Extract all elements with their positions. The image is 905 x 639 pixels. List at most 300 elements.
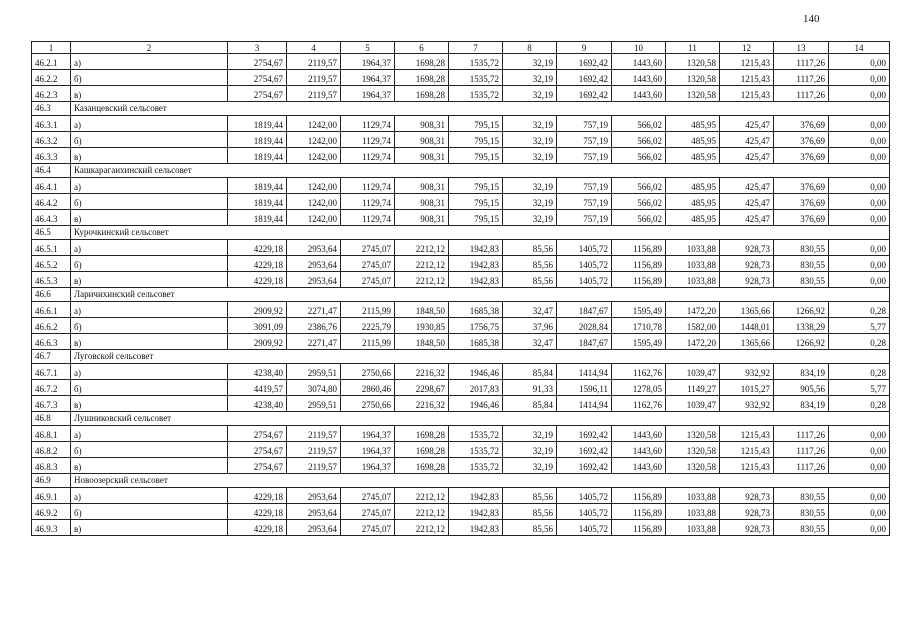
value-cell: 376,69 [774,194,829,210]
value-cell: 376,69 [774,116,829,132]
value-cell: 485,95 [666,132,720,148]
value-cell: 2953,64 [287,240,341,256]
section-row [32,102,890,116]
value-cell: 1596,11 [557,380,612,396]
value-cell: 1414,94 [557,364,612,380]
value-cell: 1320,58 [666,458,720,474]
value-cell: 2119,57 [287,442,341,458]
value-cell: 830,55 [774,504,829,520]
value-cell: 0,00 [829,520,890,536]
row-variant: а) [71,488,228,504]
value-cell: 1156,89 [612,520,666,536]
value-cell: 3074,80 [287,380,341,396]
value-cell: 2225,79 [341,318,395,334]
row-variant: б) [71,132,228,148]
column-header: 3 [228,42,287,54]
value-cell: 1129,74 [341,132,395,148]
value-cell: 1242,00 [287,148,341,164]
value-cell: 1698,28 [395,458,449,474]
section-code: 46.6 [32,288,71,302]
value-cell: 928,73 [720,504,774,520]
value-cell: 1964,37 [341,54,395,70]
value-cell: 2745,07 [341,488,395,504]
value-cell: 0,00 [829,488,890,504]
value-cell: 757,19 [557,148,612,164]
table-row [32,210,890,226]
value-cell: 1129,74 [341,178,395,194]
value-cell: 0,00 [829,148,890,164]
value-cell: 91,33 [503,380,557,396]
value-cell: 4238,40 [228,396,287,412]
row-variant: а) [71,178,228,194]
row-code: 46.9.2 [32,504,71,520]
value-cell: 1819,44 [228,132,287,148]
value-cell: 795,15 [449,210,503,226]
value-cell: 1443,60 [612,442,666,458]
value-cell: 4229,18 [228,240,287,256]
value-cell: 1215,43 [720,426,774,442]
value-cell: 1946,46 [449,396,503,412]
row-variant: в) [71,86,228,102]
value-cell: 2212,12 [395,504,449,520]
row-variant: в) [71,520,228,536]
row-code: 46.2.3 [32,86,71,102]
value-cell: 1033,88 [666,272,720,288]
column-header: 5 [341,42,395,54]
row-code: 46.8.1 [32,426,71,442]
row-code: 46.3.3 [32,148,71,164]
table-row [32,458,890,474]
value-cell: 2953,64 [287,504,341,520]
row-code: 46.7.2 [32,380,71,396]
value-cell: 0,28 [829,396,890,412]
value-cell: 2745,07 [341,240,395,256]
value-cell: 928,73 [720,256,774,272]
value-cell: 85,56 [503,256,557,272]
row-variant: в) [71,458,228,474]
row-code: 46.9.3 [32,520,71,536]
value-cell: 2212,12 [395,488,449,504]
section-row [32,412,890,426]
table-row [32,240,890,256]
value-cell: 0,00 [829,504,890,520]
table-row [32,178,890,194]
column-header: 9 [557,42,612,54]
value-cell: 830,55 [774,520,829,536]
value-cell: 1698,28 [395,426,449,442]
section-code: 46.7 [32,350,71,364]
value-cell: 1582,00 [666,318,720,334]
value-cell: 1698,28 [395,54,449,70]
value-cell: 1692,42 [557,86,612,102]
value-cell: 1692,42 [557,458,612,474]
value-cell: 0,00 [829,272,890,288]
value-cell: 4229,18 [228,272,287,288]
value-cell: 1129,74 [341,194,395,210]
section-row [32,474,890,488]
value-cell: 32,19 [503,148,557,164]
value-cell: 425,47 [720,178,774,194]
value-cell: 1692,42 [557,70,612,86]
value-cell: 795,15 [449,116,503,132]
value-cell: 2745,07 [341,256,395,272]
value-cell: 1535,72 [449,442,503,458]
value-cell: 32,19 [503,194,557,210]
section-code: 46.3 [32,102,71,116]
value-cell: 2028,84 [557,318,612,334]
value-cell: 1964,37 [341,458,395,474]
value-cell: 1448,01 [720,318,774,334]
value-cell: 1685,38 [449,302,503,318]
value-cell: 2745,07 [341,272,395,288]
value-cell: 2953,64 [287,488,341,504]
column-header: 1 [32,42,71,54]
value-cell: 1692,42 [557,54,612,70]
row-variant: б) [71,504,228,520]
tariff-table [31,41,890,536]
value-cell: 1266,92 [774,334,829,350]
value-cell: 2959,51 [287,396,341,412]
value-cell: 1156,89 [612,240,666,256]
value-cell: 2754,67 [228,70,287,86]
table-row [32,70,890,86]
table-row [32,426,890,442]
value-cell: 932,92 [720,364,774,380]
value-cell: 1129,74 [341,148,395,164]
column-header: 10 [612,42,666,54]
value-cell: 1942,83 [449,256,503,272]
value-cell: 1443,60 [612,426,666,442]
value-cell: 1819,44 [228,210,287,226]
section-row [32,288,890,302]
value-cell: 1117,26 [774,426,829,442]
section-code: 46.9 [32,474,71,488]
value-cell: 795,15 [449,178,503,194]
section-row [32,350,890,364]
value-cell: 1535,72 [449,54,503,70]
value-cell: 1964,37 [341,70,395,86]
value-cell: 85,56 [503,240,557,256]
value-cell: 1320,58 [666,86,720,102]
value-cell: 566,02 [612,148,666,164]
value-cell: 1015,27 [720,380,774,396]
row-code: 46.2.2 [32,70,71,86]
value-cell: 1156,89 [612,256,666,272]
value-cell: 566,02 [612,116,666,132]
value-cell: 485,95 [666,194,720,210]
value-cell: 2745,07 [341,520,395,536]
value-cell: 1242,00 [287,132,341,148]
value-cell: 1710,78 [612,318,666,334]
value-cell: 2909,92 [228,302,287,318]
value-cell: 1405,72 [557,272,612,288]
value-cell: 85,56 [503,488,557,504]
row-code: 46.5.1 [32,240,71,256]
value-cell: 1942,83 [449,504,503,520]
value-cell: 2216,32 [395,396,449,412]
value-cell: 1819,44 [228,148,287,164]
value-cell: 2953,64 [287,256,341,272]
row-variant: в) [71,210,228,226]
value-cell: 1365,66 [720,334,774,350]
row-code: 46.2.1 [32,54,71,70]
value-cell: 1942,83 [449,520,503,536]
table-row [32,194,890,210]
row-variant: в) [71,148,228,164]
value-cell: 425,47 [720,194,774,210]
value-cell: 2115,99 [341,334,395,350]
table-row [32,132,890,148]
value-cell: 2212,12 [395,272,449,288]
value-cell: 32,19 [503,86,557,102]
value-cell: 2212,12 [395,256,449,272]
value-cell: 2750,66 [341,364,395,380]
value-cell: 0,00 [829,194,890,210]
value-cell: 0,00 [829,442,890,458]
value-cell: 2754,67 [228,458,287,474]
value-cell: 830,55 [774,240,829,256]
row-variant: б) [71,380,228,396]
value-cell: 1535,72 [449,458,503,474]
value-cell: 1242,00 [287,116,341,132]
value-cell: 4229,18 [228,256,287,272]
table-row [32,148,890,164]
value-cell: 1405,72 [557,240,612,256]
row-variant: а) [71,426,228,442]
value-cell: 1117,26 [774,442,829,458]
row-code: 46.9.1 [32,488,71,504]
value-cell: 1033,88 [666,504,720,520]
value-cell: 1443,60 [612,86,666,102]
value-cell: 32,19 [503,132,557,148]
table-row [32,520,890,536]
value-cell: 928,73 [720,272,774,288]
row-code: 46.5.3 [32,272,71,288]
value-cell: 1117,26 [774,86,829,102]
table-row [32,396,890,412]
value-cell: 5,77 [829,380,890,396]
section-code: 46.4 [32,164,71,178]
value-cell: 1215,43 [720,70,774,86]
value-cell: 1930,85 [395,318,449,334]
value-cell: 1162,76 [612,364,666,380]
value-cell: 2212,12 [395,240,449,256]
value-cell: 1847,67 [557,334,612,350]
row-code: 46.6.3 [32,334,71,350]
value-cell: 2754,67 [228,54,287,70]
value-cell: 0,00 [829,426,890,442]
table-row [32,302,890,318]
row-code: 46.8.2 [32,442,71,458]
value-cell: 1535,72 [449,70,503,86]
row-variant: в) [71,396,228,412]
value-cell: 1320,58 [666,442,720,458]
value-cell: 1156,89 [612,272,666,288]
value-cell: 795,15 [449,132,503,148]
value-cell: 425,47 [720,148,774,164]
value-cell: 3091,09 [228,318,287,334]
value-cell: 1033,88 [666,488,720,504]
value-cell: 1756,75 [449,318,503,334]
section-title: Лушниковский сельсовет [71,412,890,426]
value-cell: 908,31 [395,210,449,226]
row-variant: в) [71,334,228,350]
value-cell: 4238,40 [228,364,287,380]
value-cell: 1242,00 [287,194,341,210]
value-cell: 1039,47 [666,364,720,380]
value-cell: 1242,00 [287,210,341,226]
value-cell: 2212,12 [395,520,449,536]
section-code: 46.8 [32,412,71,426]
value-cell: 834,19 [774,396,829,412]
value-cell: 0,00 [829,458,890,474]
table-row [32,334,890,350]
value-cell: 1320,58 [666,54,720,70]
value-cell: 1595,49 [612,302,666,318]
value-cell: 85,56 [503,272,557,288]
value-cell: 1365,66 [720,302,774,318]
row-code: 46.4.3 [32,210,71,226]
value-cell: 1156,89 [612,504,666,520]
table-row [32,442,890,458]
value-cell: 1215,43 [720,458,774,474]
value-cell: 2216,32 [395,364,449,380]
value-cell: 1964,37 [341,442,395,458]
value-cell: 376,69 [774,210,829,226]
value-cell: 32,19 [503,426,557,442]
value-cell: 32,47 [503,334,557,350]
value-cell: 908,31 [395,178,449,194]
row-variant: а) [71,240,228,256]
value-cell: 795,15 [449,194,503,210]
value-cell: 566,02 [612,132,666,148]
column-header: 11 [666,42,720,54]
section-title: Курочкинский сельсовет [71,226,890,240]
value-cell: 1129,74 [341,210,395,226]
value-cell: 485,95 [666,148,720,164]
value-cell: 1942,83 [449,240,503,256]
value-cell: 0,00 [829,54,890,70]
table-body [32,42,890,536]
value-cell: 1692,42 [557,442,612,458]
value-cell: 1595,49 [612,334,666,350]
value-cell: 795,15 [449,148,503,164]
value-cell: 566,02 [612,210,666,226]
value-cell: 425,47 [720,116,774,132]
row-variant: а) [71,364,228,380]
value-cell: 32,19 [503,178,557,194]
value-cell: 37,96 [503,318,557,334]
value-cell: 1338,29 [774,318,829,334]
table-row [32,488,890,504]
section-title: Казанцевский сельсовет [71,102,890,116]
value-cell: 1847,67 [557,302,612,318]
value-cell: 928,73 [720,488,774,504]
value-cell: 0,00 [829,70,890,86]
value-cell: 5,77 [829,318,890,334]
column-header: 6 [395,42,449,54]
row-code: 46.8.3 [32,458,71,474]
value-cell: 830,55 [774,256,829,272]
value-cell: 1472,20 [666,302,720,318]
value-cell: 928,73 [720,520,774,536]
table-row [32,86,890,102]
value-cell: 908,31 [395,194,449,210]
value-cell: 757,19 [557,210,612,226]
column-header: 14 [829,42,890,54]
value-cell: 566,02 [612,178,666,194]
value-cell: 908,31 [395,132,449,148]
value-cell: 1698,28 [395,86,449,102]
header-row [32,42,890,54]
table-row [32,272,890,288]
value-cell: 2745,07 [341,504,395,520]
column-header: 12 [720,42,774,54]
value-cell: 1320,58 [666,426,720,442]
value-cell: 425,47 [720,132,774,148]
value-cell: 2119,57 [287,54,341,70]
row-variant: а) [71,302,228,318]
section-title: Ларичихинский сельсовет [71,288,890,302]
value-cell: 1156,89 [612,488,666,504]
value-cell: 1685,38 [449,334,503,350]
value-cell: 85,56 [503,504,557,520]
value-cell: 757,19 [557,178,612,194]
value-cell: 485,95 [666,116,720,132]
value-cell: 85,84 [503,396,557,412]
row-variant: б) [71,256,228,272]
value-cell: 1033,88 [666,240,720,256]
value-cell: 1242,00 [287,178,341,194]
value-cell: 2386,76 [287,318,341,334]
value-cell: 1443,60 [612,54,666,70]
value-cell: 1535,72 [449,426,503,442]
value-cell: 2271,47 [287,334,341,350]
value-cell: 376,69 [774,178,829,194]
value-cell: 1698,28 [395,70,449,86]
value-cell: 2909,92 [228,334,287,350]
value-cell: 1215,43 [720,86,774,102]
value-cell: 85,56 [503,520,557,536]
value-cell: 2119,57 [287,86,341,102]
value-cell: 2860,46 [341,380,395,396]
value-cell: 1033,88 [666,520,720,536]
value-cell: 1117,26 [774,458,829,474]
row-code: 46.3.1 [32,116,71,132]
value-cell: 4229,18 [228,488,287,504]
section-code: 46.5 [32,226,71,240]
value-cell: 2119,57 [287,426,341,442]
value-cell: 1278,05 [612,380,666,396]
value-cell: 1266,92 [774,302,829,318]
value-cell: 1964,37 [341,426,395,442]
value-cell: 376,69 [774,132,829,148]
row-code: 46.3.2 [32,132,71,148]
value-cell: 1215,43 [720,442,774,458]
table-row [32,54,890,70]
value-cell: 928,73 [720,240,774,256]
value-cell: 757,19 [557,194,612,210]
value-cell: 2754,67 [228,426,287,442]
value-cell: 757,19 [557,116,612,132]
value-cell: 1117,26 [774,70,829,86]
value-cell: 85,84 [503,364,557,380]
value-cell: 1039,47 [666,396,720,412]
value-cell: 1033,88 [666,256,720,272]
value-cell: 757,19 [557,132,612,148]
value-cell: 2953,64 [287,272,341,288]
value-cell: 2754,67 [228,442,287,458]
